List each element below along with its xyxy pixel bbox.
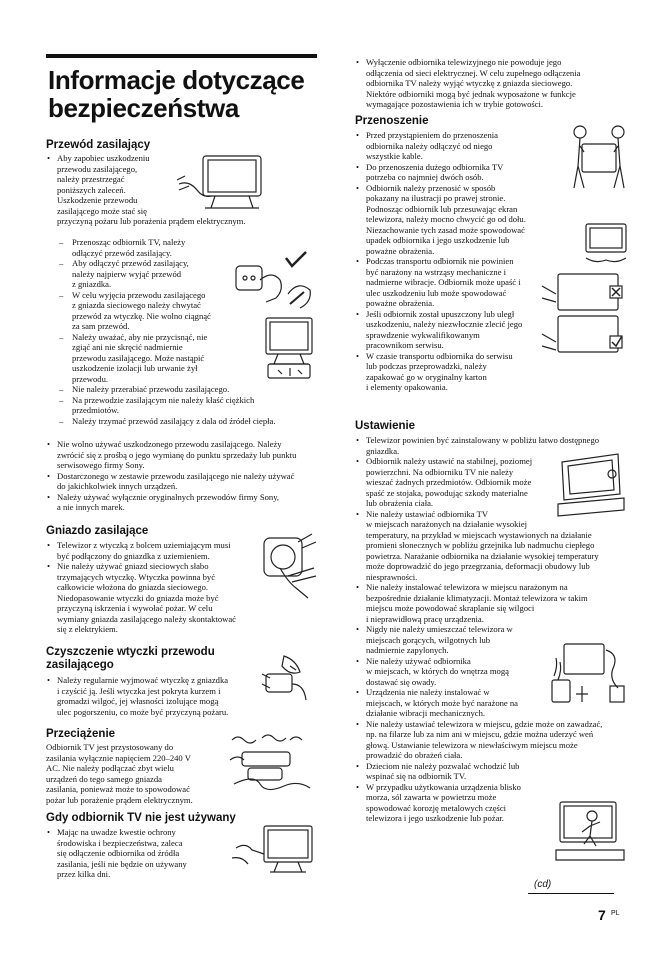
list-item-line: odłączenia od sieci elektrycznej. W celu zupełnego odłączenia bbox=[366, 67, 581, 78]
dash-item-line: – Aby odłączyć przewód zasilający, bbox=[72, 258, 189, 268]
list-item-line: ulec uszkodzeniu lub może spowodować bbox=[366, 287, 507, 298]
list-item-line: być podłączony do gniazdka z uziemieniem. bbox=[57, 550, 210, 561]
list-item-line: środowiska i bezpieczeństwa, zaleca bbox=[57, 837, 183, 848]
dash-item-line: przedmiotów. bbox=[72, 405, 119, 415]
list-item bbox=[355, 761, 630, 782]
list-item-line: np. na filarze lub za nim ani w miejscu, gdzie można uderzyć weń bbox=[366, 729, 594, 739]
heading-power-cord: Przewód zasilający bbox=[46, 139, 151, 151]
dash-item-line: – Na przewodzie zasilającym nie należy kłaść ciężkich bbox=[72, 394, 255, 405]
list-item-line: • Nie należy ustawiać odbiornika TV bbox=[366, 508, 489, 519]
list-item-line: w miejscach, w których do wnętrza mogą bbox=[366, 666, 509, 676]
footer-rule bbox=[528, 893, 614, 894]
page-number: 7 bbox=[598, 907, 606, 923]
dash-item-line: – Należy trzymać przewód zasilający z dala od źródeł ciepła. bbox=[72, 415, 276, 426]
two-people-carrying-tv-illustration bbox=[568, 122, 630, 196]
list-item bbox=[355, 309, 540, 351]
heading-overload: Przeciążenie bbox=[46, 728, 116, 740]
list-item-line: • Wyłączenie odbiornika telewizyjnego nie powoduje jego bbox=[366, 57, 562, 67]
overload-text bbox=[46, 742, 236, 805]
list-item bbox=[355, 719, 630, 761]
list-item-line: wieszać żadnych przedmiotów. Odbiornik może bbox=[366, 477, 532, 487]
list-item-line: Niektóre odbiorniki mogą być jednak wyposażone w funkcje bbox=[366, 88, 576, 99]
list-item-line: • W przypadku użytkowania urządzenia blisko bbox=[366, 781, 521, 792]
dash-item-line: przewód za wtyczkę. Nie wolno ciągnąć bbox=[72, 310, 211, 321]
list-item-line: poważne obrażenia. bbox=[366, 298, 435, 308]
list-item-line: wspinać się na odbiornik TV. bbox=[366, 771, 467, 781]
list-item-line: • Nie należy używać odbiornika bbox=[366, 655, 471, 666]
list-item bbox=[355, 57, 630, 110]
list-item-line: • Nie należy używać gniazd sieciowych słabo bbox=[57, 561, 209, 571]
list-item-line: odbiornika TV należy wyjąć wtyczkę z gniazda sieciowego. bbox=[366, 78, 573, 88]
list-item-line: niesprawności. bbox=[366, 571, 418, 582]
list-item-line: • Nie należy ustawiać telewizora w miejscu, gdzie może on zawadzać, bbox=[366, 718, 603, 729]
list-item-line: Niezachowanie tych zasad może spowodować bbox=[366, 224, 525, 235]
list-item-line: • Urządzenia nie należy instalować w bbox=[366, 687, 490, 697]
list-item-line: i nieprawidłową pracę urządzenia. bbox=[366, 613, 484, 624]
list-item-line: wszystkie kable. bbox=[366, 151, 423, 161]
list-item-line: Niedopasowanie wtyczki do gniazda może być bbox=[57, 592, 219, 603]
list-item-line: wymiany gniazda zasilającego należy skontaktować bbox=[57, 613, 236, 624]
list-item-line: • Nigdy nie należy umieszczać telewizora w bbox=[366, 624, 513, 634]
list-item-line: może doprowadzić do jego przegrzania, deformacji obudowy lub bbox=[366, 561, 590, 571]
dash-item-line: za sam przewód. bbox=[72, 321, 130, 331]
paragraph-line: zasilania, ponieważ może to spowodować bbox=[46, 784, 190, 794]
list-item-line: morza, sól zawarta w powietrzu może bbox=[366, 792, 497, 802]
intro-line: przewodu zasilającego, bbox=[57, 163, 138, 174]
list-item-line: promieni słonecznych w pobliżu grzejnika lub nadmuchu ciepłego bbox=[366, 540, 595, 550]
list-item-line: a nie innych marek. bbox=[57, 502, 125, 512]
paragraph-line: Odbiornik TV jest przystosowany do bbox=[46, 742, 174, 752]
dash-item-line: uszkodzenie izolacji lub urwanie żył bbox=[72, 363, 198, 373]
power-cord-bullets bbox=[46, 439, 318, 513]
paragraph-line: pożar lub porażenie prądem elektrycznym. bbox=[46, 794, 193, 805]
list-item-line: • Nie wolno używać uszkodzonego przewodu zasilającego. Należy bbox=[57, 439, 282, 449]
list-item-line: • Jeśli odbiornik został upuszczony lub uległ bbox=[366, 308, 515, 319]
dash-item-line: należy najpierw wyjąć przewód bbox=[72, 268, 182, 279]
list-item-line: trzymających wtyczkę. Wtyczka powinna być bbox=[57, 571, 216, 582]
list-item-line: zapakować go w oryginalny karton bbox=[366, 371, 487, 382]
intro-line: • Aby zapobiec uszkodzeniu bbox=[57, 153, 150, 163]
list-item bbox=[46, 540, 266, 561]
dash-item bbox=[46, 395, 318, 416]
list-item-line: działanie wibracji mechanicznych. bbox=[366, 708, 486, 718]
dash-item-line: przewodu. bbox=[72, 373, 109, 384]
list-item-line: spaść ze stojaka, powodując szkody materialne bbox=[366, 487, 528, 498]
hazard-locations-illustration bbox=[548, 636, 630, 706]
continued-label: (cd) bbox=[534, 879, 552, 890]
list-item-line: dostawać się owady. bbox=[366, 676, 437, 687]
list-item bbox=[46, 827, 226, 880]
intro-line: Uszkodzenie przewodu bbox=[57, 195, 138, 205]
list-item-line: • Dostarczonego w zestawie przewodu zasilającego nie należy używać bbox=[57, 470, 295, 481]
dash-item-line: – Należy uważać, aby nie przycisnąć, nie bbox=[72, 331, 208, 342]
list-item-line: powierzchni. Na odbiorniku TV nie należy bbox=[366, 466, 514, 477]
dash-item-line: z gniazdka. bbox=[72, 279, 112, 289]
list-item-line: sprawdzenie wykwalifikowanym bbox=[366, 329, 480, 340]
list-item-line: być narażony na wstrząsy mechaniczne i bbox=[366, 266, 507, 277]
list-item-line: pokazany na ilustracji po prawej stronie. bbox=[366, 193, 506, 203]
dash-item-line: odłączyć przewód zasilający. bbox=[72, 247, 172, 258]
list-item-line: • Należy regularnie wyjmować wtyczkę z gniazdka bbox=[57, 675, 229, 685]
list-item-line: powietrza. Narażanie odbiornika na działanie wysokiej temperatury bbox=[366, 550, 599, 561]
dash-item-line: przewodu zasilającego. Może nastąpić bbox=[72, 352, 205, 363]
heading-outlet: Gniazdo zasilające bbox=[46, 525, 149, 537]
list-item-line: w miejscach narażonych na działanie wysokiej bbox=[366, 519, 528, 529]
list-item-line: nadmiernie zapylonych. bbox=[366, 645, 449, 655]
tv-with-cord-illustration bbox=[175, 150, 267, 220]
list-item-line: prowadzić do obrażeń ciała. bbox=[366, 750, 463, 760]
moving-bullets bbox=[355, 130, 540, 393]
child-climbing-tv-illustration bbox=[552, 792, 628, 866]
not-used-bullets bbox=[46, 827, 226, 880]
list-item-line: telewizora, należy mocno chwycić go od dołu. bbox=[366, 214, 526, 224]
heading-not-used: Gdy odbiornik TV nie jest używany bbox=[46, 812, 236, 824]
list-item-line: serwisowego firmy Sony. bbox=[57, 460, 145, 470]
language-code: PL bbox=[611, 910, 620, 917]
list-item bbox=[46, 471, 318, 492]
dash-item-line: – W celu wyjęcia przewodu zasilającego bbox=[72, 289, 206, 300]
heading-line: zasilającego bbox=[46, 659, 114, 671]
list-item-line: • Mając na uwadze kwestie ochrony bbox=[57, 827, 176, 837]
intro-line: należy przestrzegać bbox=[57, 174, 125, 184]
list-item bbox=[46, 561, 266, 635]
plug-outlet-illustration bbox=[258, 528, 320, 604]
heading-moving: Przenoszenie bbox=[355, 115, 429, 127]
list-item-line: Podnosząc odbiornik lub przesuwając ekran bbox=[366, 203, 518, 214]
list-item-line: upadek odbiornika i jego uszkodzenie lub bbox=[366, 235, 510, 245]
list-item-line: • Nie należy instalować telewizora w miejscu narażonym na bbox=[366, 582, 568, 592]
list-item-line: lub obrażenia ciała. bbox=[366, 498, 434, 508]
list-item-line: • Do przenoszenia dużego odbiornika TV bbox=[366, 161, 504, 172]
list-item bbox=[355, 256, 540, 309]
dash-item-line: z gniazda sieciowego należy chwytać bbox=[72, 300, 201, 310]
tv-rear-cord-illustration bbox=[260, 312, 318, 382]
list-item-line: • Przed przystąpieniem do przenoszenia bbox=[366, 130, 498, 140]
list-item-line: • Odbiornik należy ustawić na stabilnej, poziomej bbox=[366, 456, 533, 466]
list-item bbox=[46, 675, 261, 717]
intro-line: przyczyną pożaru lub porażenia prądem elektrycznym. bbox=[57, 216, 246, 226]
paragraph-line: urządzeń do tego samego gniazda bbox=[46, 773, 162, 784]
list-item-line: się odłączenie odbiornika od źródła bbox=[57, 848, 180, 858]
overloaded-sockets-illustration bbox=[224, 730, 318, 798]
heading-installation: Ustawienie bbox=[355, 420, 416, 432]
list-item-line: miejscach, w których może być narażone na bbox=[366, 697, 518, 708]
list-item-line: miejscu może powodować skraplanie się wilgoci bbox=[366, 603, 535, 613]
list-item-line: zwrócić się z prośbą o jego wymianę do punktu sprzedaży lub punktu bbox=[57, 449, 297, 460]
dash-item-line: – Przenosząc odbiornik TV, należy bbox=[72, 237, 186, 247]
list-item-line: głową. Ustawianie telewizora w niewłaściwym miejscu może bbox=[366, 739, 578, 750]
list-item bbox=[46, 492, 318, 513]
list-item bbox=[355, 351, 540, 393]
list-item-line: potrzeba co najmniej dwóch osób. bbox=[366, 172, 484, 182]
list-item-line: przyczyną iskrzenia i wywołać pożar. W celu bbox=[57, 603, 213, 613]
list-item-line: bezpośrednie działanie klimatyzacji. Montaż telewizora w takim bbox=[366, 592, 588, 603]
list-item-line: przez kilka dni. bbox=[57, 869, 111, 879]
list-item bbox=[355, 582, 630, 624]
list-item-line: miejscach gorących, wilgotnych lub bbox=[366, 634, 491, 645]
list-item-line: i czyścić ją. Jeśli wtyczka jest pokryta kurzem i bbox=[57, 685, 221, 696]
list-item-line: poważne obrażenia. bbox=[366, 245, 435, 256]
paragraph-line: AC. Nie należy podłączać zbyt wielu bbox=[46, 763, 174, 773]
heading-cleaning bbox=[46, 646, 266, 672]
intro-line: poniższych zaleceń. bbox=[57, 184, 126, 195]
list-item-line: uszkodzeniu, należy niezwłocznie zlecić jego bbox=[366, 319, 523, 329]
unplug-hand-illustration bbox=[228, 250, 316, 312]
list-item bbox=[355, 183, 540, 257]
list-item-line: • Podczas transportu odbiornik nie powinien bbox=[366, 256, 514, 266]
list-item-line: nadmierne wibracje. Odbiornik może upaść i bbox=[366, 277, 521, 287]
dash-item bbox=[46, 384, 318, 395]
title-rule bbox=[46, 54, 317, 58]
list-item-line: całkowicie włożona do gniazda sieciowego. bbox=[57, 582, 209, 592]
cleaning-bullets bbox=[46, 675, 261, 717]
lifting-tv-illustration bbox=[582, 218, 630, 270]
right-top-bullets bbox=[355, 57, 630, 110]
tv-unplugged-illustration bbox=[228, 818, 318, 882]
correct-incorrect-carry-illustration bbox=[540, 272, 630, 356]
list-item-line: i elementy opakowania. bbox=[366, 382, 448, 392]
list-item-line: wymagające pozostawienia ich w trybie gotowości. bbox=[366, 99, 544, 109]
list-item-line: • Dzieciom nie należy pozwalać wchodzić lub bbox=[366, 760, 520, 771]
list-item-line: pracownikom serwisu. bbox=[366, 340, 444, 350]
list-item-line: ulec pogorszeniu, co może być przyczyną pożaru. bbox=[57, 706, 229, 717]
list-item-line: telewizora i jego uszkodzenie lub pożar. bbox=[366, 813, 504, 823]
list-item-line: do jakichkolwiek innych urządzeń. bbox=[57, 481, 178, 491]
paragraph-line: zasilania wyłącznie napięciem 220–240 V bbox=[46, 752, 191, 763]
list-item bbox=[355, 162, 540, 183]
plug-cleaning-illustration bbox=[256, 652, 320, 714]
list-item-line: odbiornika należy odłączyć od niego bbox=[366, 140, 493, 151]
intro-line: zasilającego może stać się bbox=[57, 205, 147, 216]
dash-item-line: – Nie należy przerabiać przewodu zasilającego. bbox=[72, 384, 230, 394]
list-item-line: • Telewizor z wtyczką z bolcem uziemiającym musi bbox=[57, 540, 231, 550]
list-item-line: gniazdka. bbox=[366, 445, 400, 456]
list-item-line: • Należy używać wyłącznie oryginalnych przewodów firmy Sony, bbox=[57, 491, 280, 502]
page-title: Informacje dotyczące bezpieczeństwa bbox=[48, 65, 305, 123]
list-item-line: spowodować korozję metalowych części bbox=[366, 802, 507, 813]
list-item-line: lub podczas przeprowadzki, należy bbox=[366, 361, 487, 371]
heading-line: Czyszczenie wtyczki przewodu bbox=[46, 646, 215, 658]
list-item bbox=[355, 130, 540, 162]
tv-on-stand-illustration bbox=[548, 450, 630, 520]
dash-item-line: zgiąć ani nie skręcić nadmiernie bbox=[72, 342, 183, 352]
list-item-line: • Telewizor powinien być zainstalowany w pobliżu łatwo dostępnego bbox=[366, 435, 600, 445]
outlet-bullets bbox=[46, 540, 266, 635]
list-item bbox=[46, 439, 318, 471]
list-item-line: • W czasie transportu odbiornika do serwisu bbox=[366, 350, 513, 361]
list-item-line: gromadzi wilgoć, jej własności izolujące mogą bbox=[57, 696, 219, 706]
list-item-line: • Odbiornik należy przenosić w sposób bbox=[366, 182, 496, 193]
list-item-line: temperatury, na przykład w miejscach wystawionych na działanie bbox=[366, 529, 592, 540]
dash-item bbox=[46, 416, 318, 427]
list-item-line: się z elektrykiem. bbox=[57, 624, 118, 634]
list-item-line: zasilania, jeśli nie będzie on używany bbox=[57, 858, 187, 869]
